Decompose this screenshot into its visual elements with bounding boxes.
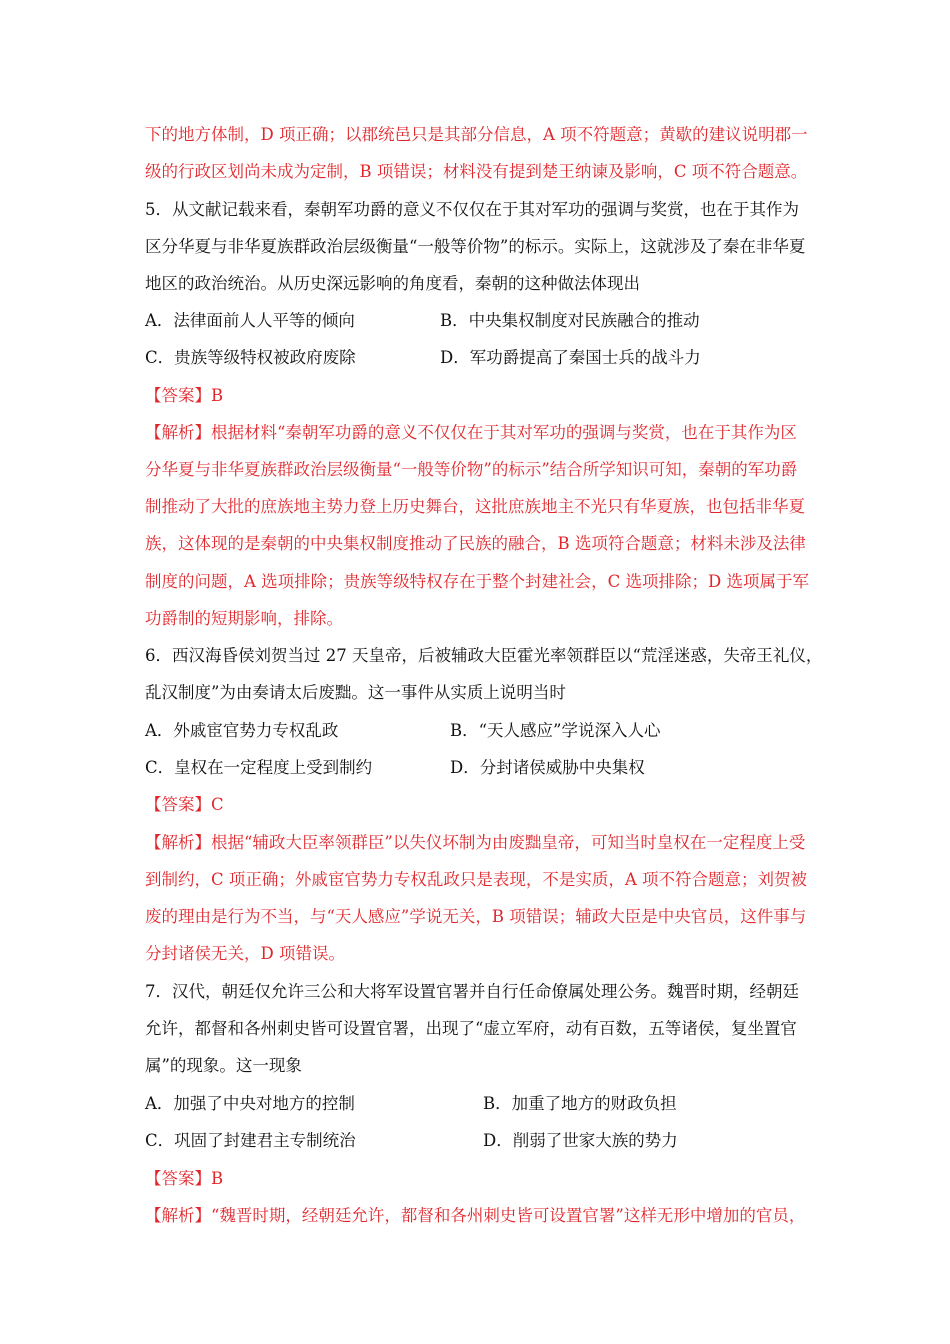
- q6-analysis-line-3: 废的理由是行为不当，与“天人感应”学说无关，B 项错误；辅政大臣是中央官员，这件事与: [145, 907, 807, 926]
- q5-answer: 【答案】B: [145, 386, 224, 405]
- q7-answer: 【答案】B: [145, 1169, 224, 1188]
- q7-analysis-line-1: 【解析】“魏晋时期，经朝廷允许，都督和各州刺史皆可设置官署”这样无形中增加的官员，: [145, 1206, 806, 1225]
- q5-analysis-line-2: 分华夏与非华夏族群政治层级衡量“一般等价物”的标示”结合所学知识可知，秦朝的军功爵: [145, 460, 798, 479]
- q6-analysis-line-4: 分封诸侯无关，D 项错误。: [145, 944, 345, 963]
- q7-option-c: C．巩固了封建君主专制统治: [145, 1131, 356, 1150]
- q5-analysis-line-5: 制度的问题，A 选项排除；贵族等级特权存在于整个封建社会，C 选项排除；D 选项属于军: [145, 572, 810, 591]
- q6-option-b: B．“天人感应”学说深入人心: [450, 721, 661, 740]
- q7-option-a: A．加强了中央对地方的控制: [145, 1094, 355, 1113]
- q7-stem-line-2: 允许，都督和各州刺史皆可设置官署，出现了“虚立军府，动有百数，五等诸侯，复坐置官: [145, 1019, 797, 1038]
- q5-option-a: A．法律面前人人平等的倾向: [145, 311, 355, 330]
- carryover-line-1: 下的地方体制，D 项正确；以郡统邑只是其部分信息，A 项不符题意；黄歇的建议说明郡一: [145, 125, 808, 144]
- q7-option-d: D．削弱了世家大族的势力: [483, 1131, 678, 1150]
- q5-option-c: C．贵族等级特权被政府废除: [145, 348, 356, 367]
- q6-answer: 【答案】C: [145, 795, 224, 814]
- q7-stem-line-3: 属”的现象。这一现象: [145, 1056, 302, 1075]
- q6-option-a: A．外戚宦官势力专权乱政: [145, 721, 339, 740]
- q5-analysis-line-6: 功爵制的短期影响，排除。: [145, 609, 343, 628]
- q6-analysis-line-1: 【解析】根据“辅政大臣率领群臣”以失仪坏制为由废黜皇帝，可知当时皇权在一定程度上受: [145, 833, 806, 852]
- carryover-line-2: 级的行政区划尚未成为定制，B 项错误；材料没有提到楚王纳谏及影响，C 项不符合题意。: [145, 162, 808, 181]
- q6-option-d: D．分封诸侯威胁中央集权: [450, 758, 645, 777]
- q5-stem-line-3: 地区的政治统治。从历史深远影响的角度看，秦朝的这种做法体现出: [145, 274, 640, 293]
- q5-option-b: B．中央集权制度对民族融合的推动: [440, 311, 700, 330]
- q7-option-b: B．加重了地方的财政负担: [483, 1094, 677, 1113]
- q5-analysis-line-4: 族，这体现的是秦朝的中央集权制度推动了民族的融合，B 选项符合题意；材料未涉及法律: [145, 534, 806, 553]
- q5-stem-line-1: 5．从文献记载来看，秦朝军功爵的意义不仅仅在于其对军功的强调与奖赏，也在于其作为: [145, 200, 799, 219]
- q7-stem-line-1: 7．汉代，朝廷仅允许三公和大将军设置官署并自行任命僚属处理公务。魏晋时期，经朝廷: [145, 982, 799, 1001]
- q6-analysis-line-2: 到制约，C 项正确；外戚宦官势力专权乱政只是表现，不是实质，A 项不符合题意；刘贺被: [145, 870, 808, 889]
- q5-stem-line-2: 区分华夏与非华夏族群政治层级衡量“一般等价物”的标示。实际上，这就涉及了秦在非华夏: [145, 237, 806, 256]
- q6-stem-line-2: 乱汉制度”为由奏请太后废黜。这一事件从实质上说明当时: [145, 683, 566, 702]
- q6-stem-line-1: 6．西汉海昏侯刘贺当过 27 天皇帝，后被辅政大臣霍光率领群臣以“荒淫迷惑，失帝王礼仪，: [145, 646, 823, 665]
- q6-option-c: C．皇权在一定程度上受到制约: [145, 758, 373, 777]
- q5-option-d: D．军功爵提高了秦国士兵的战斗力: [440, 348, 701, 367]
- q5-analysis-line-3: 制推动了大批的庶族地主势力登上历史舞台，这批庶族地主不光只有华夏族，也包括非华夏: [145, 497, 805, 516]
- q5-analysis-line-1: 【解析】根据材料“秦朝军功爵的意义不仅仅在于其对军功的强调与奖赏，也在于其作为区: [145, 423, 797, 442]
